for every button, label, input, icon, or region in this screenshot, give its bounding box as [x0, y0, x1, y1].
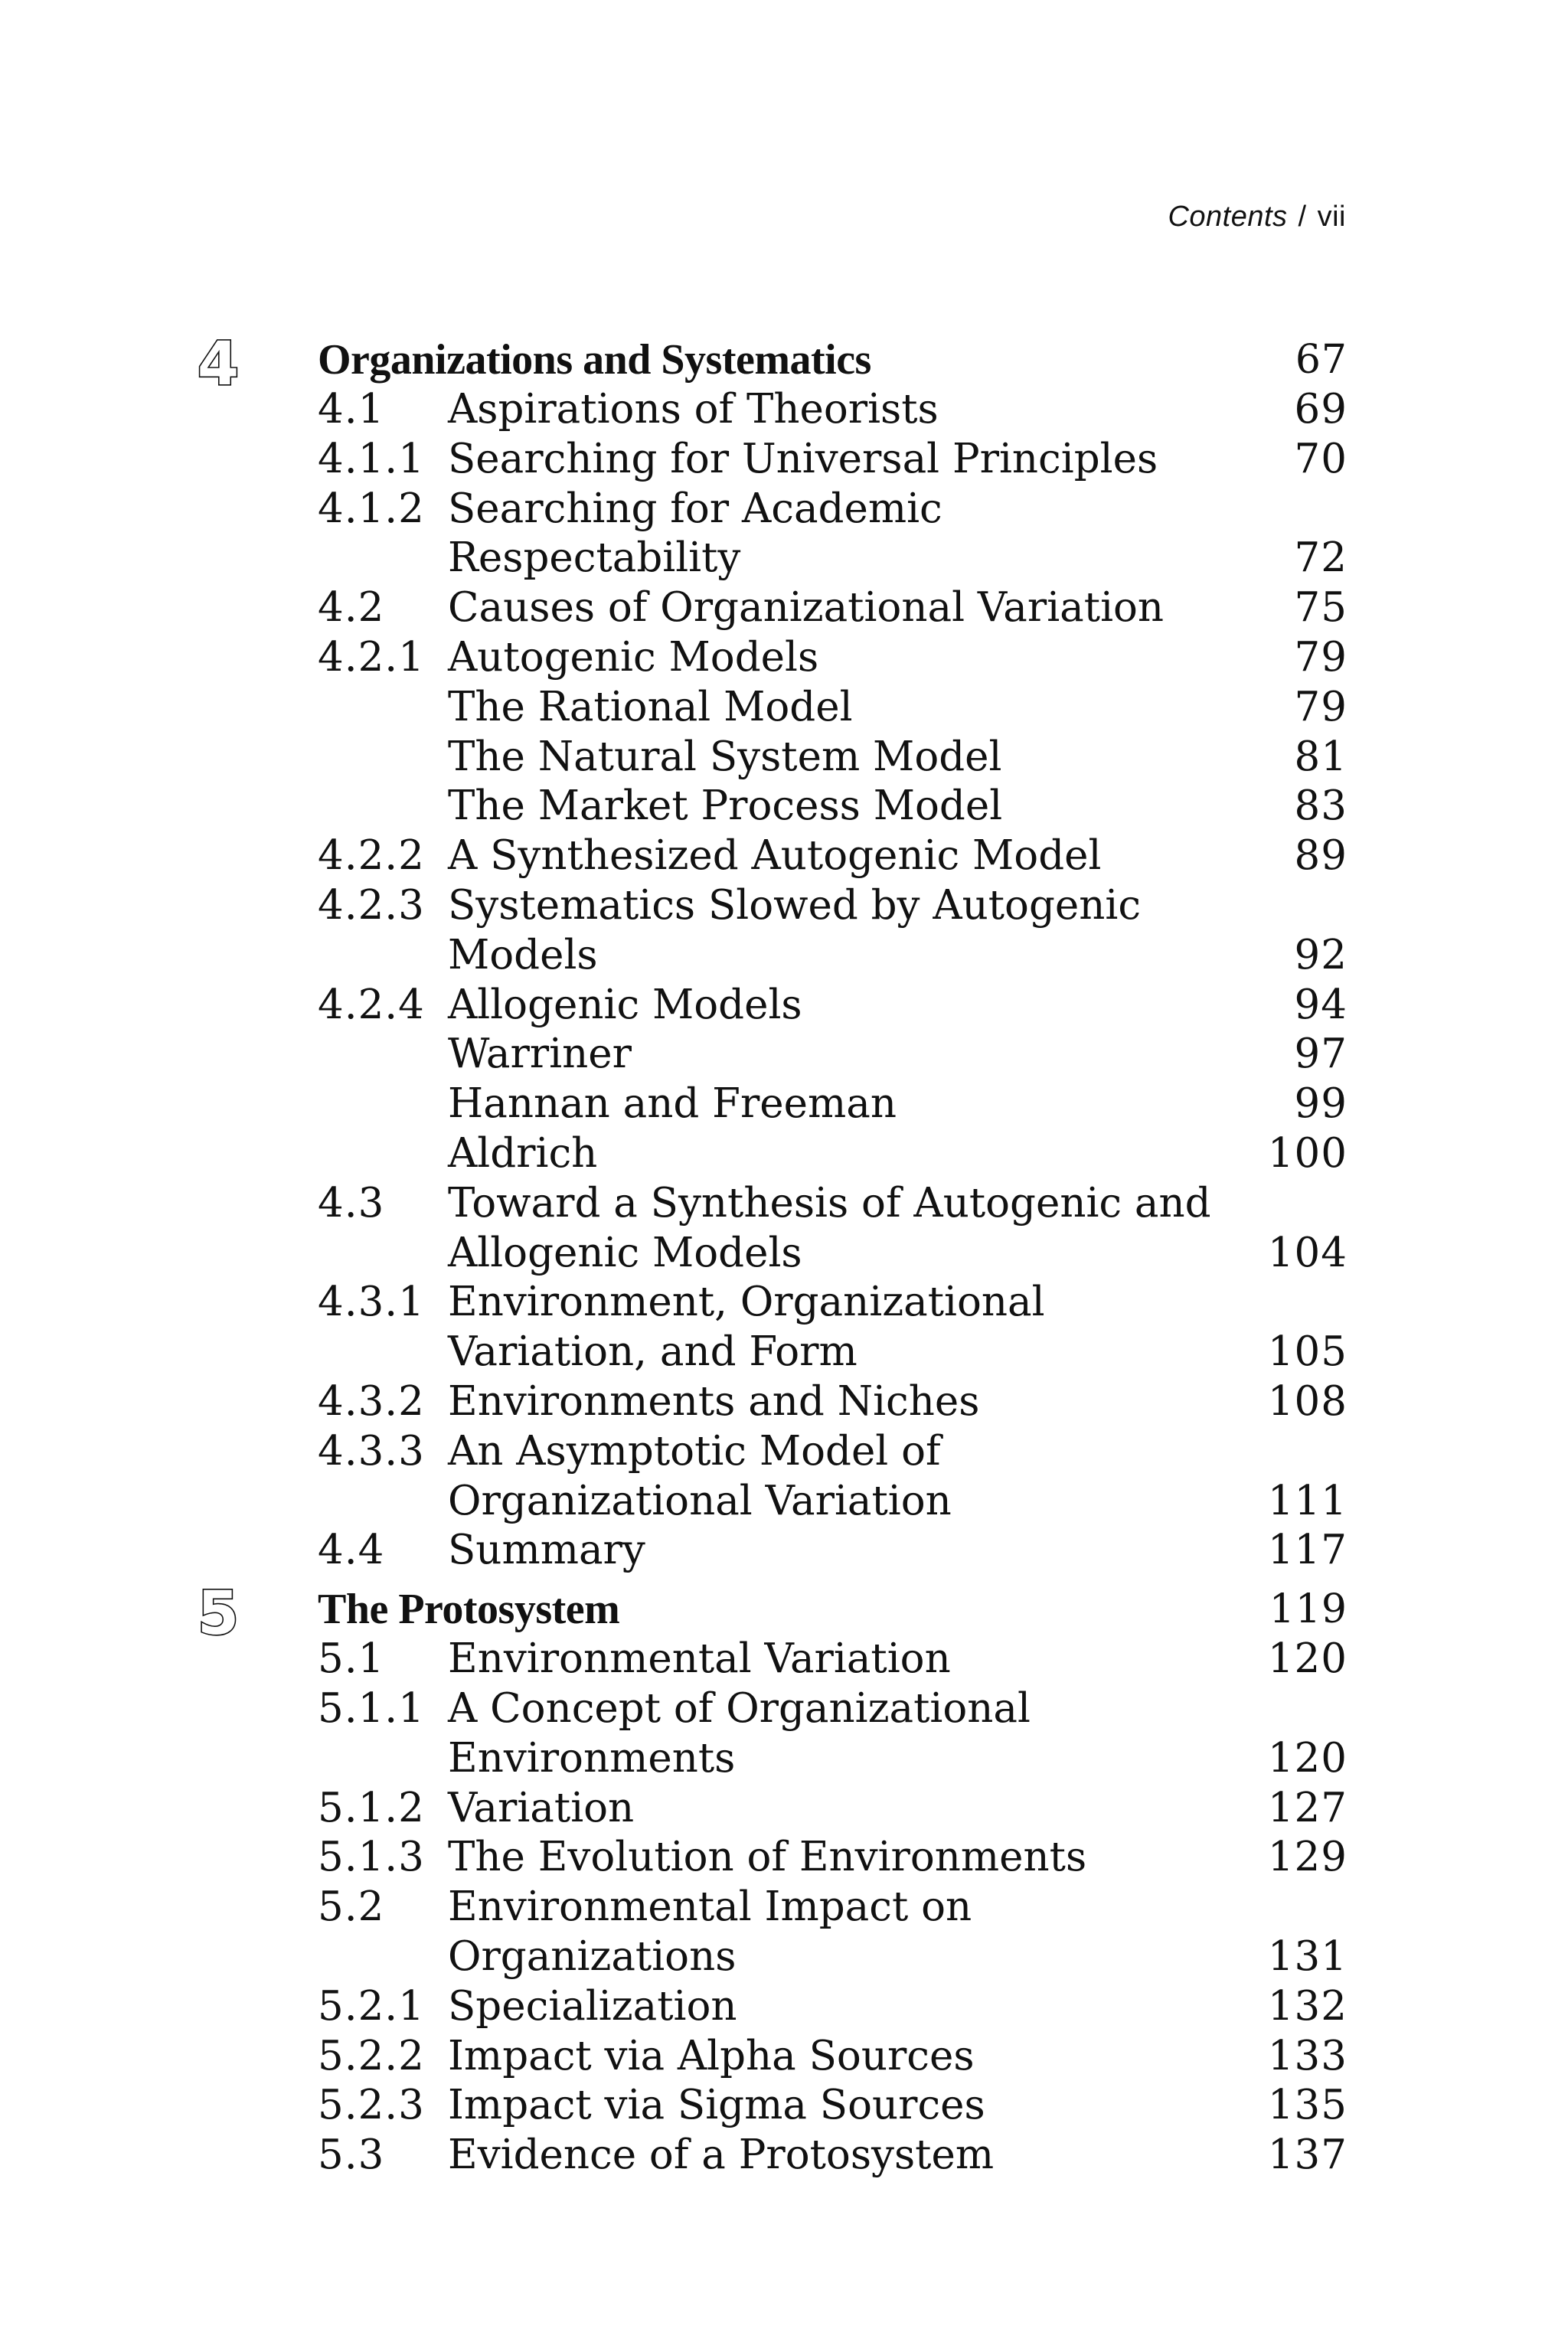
section-page-number: 111: [1267, 1477, 1348, 1524]
toc-entry: [318, 881, 1348, 981]
toc-entry: [318, 1377, 1348, 1427]
section-number: 5.2.1: [318, 1982, 425, 2030]
section-page-number: 94: [1294, 981, 1348, 1028]
section-number: 4.1.1: [318, 435, 425, 482]
section-page-number: 72: [1294, 534, 1348, 582]
toc-entry: [318, 1684, 1348, 1784]
section-page-number: 108: [1267, 1377, 1348, 1425]
toc-entry: [318, 1883, 1348, 1982]
section-page-number: 129: [1267, 1834, 1348, 1881]
section-number: 4.1: [318, 386, 385, 433]
section-title: Impact via Sigma Sources: [448, 2082, 985, 2129]
section-title: A Concept of Organizational Environments: [448, 1684, 1031, 1782]
section-page-number: 83: [1294, 782, 1348, 830]
section-page-number: 97: [1294, 1031, 1348, 1078]
chapter-number-icon: [188, 334, 249, 395]
section-page-number: 92: [1294, 931, 1348, 978]
toc-entry: [318, 583, 1348, 633]
section-number: 4.2.4: [318, 981, 425, 1028]
section-title: An Asymptotic Model of Organizational Variation: [448, 1427, 952, 1524]
toc-entry: [318, 981, 1348, 1031]
toc-entry: [318, 1179, 1348, 1279]
toc-entry: [318, 1526, 1348, 1576]
chapter-page-number: 119: [1269, 1586, 1348, 1633]
section-number: 5.2.3: [318, 2082, 425, 2129]
section-page-number: 117: [1267, 1527, 1348, 1574]
section-title: Environment, Organizational Variation, and Form: [448, 1279, 1045, 1376]
toc-entry: [318, 831, 1348, 881]
section-number: 4.2.2: [318, 832, 425, 880]
section-title: The Natural System Model: [448, 733, 1002, 780]
section-number: 4.3.2: [318, 1377, 425, 1425]
section-title: Searching for Academic Respectability: [448, 485, 942, 582]
running-head-page-number: vii: [1317, 201, 1346, 233]
section-page-number: 81: [1294, 733, 1348, 780]
toc-entry: [318, 1278, 1348, 1377]
section-page-number: 89: [1294, 832, 1348, 880]
running-head-title: Contents: [1168, 201, 1288, 233]
toc-entry: [318, 683, 1348, 733]
section-title: Variation: [448, 1784, 635, 1831]
section-page-number: 100: [1267, 1129, 1348, 1177]
section-number: 5.2.2: [318, 2032, 425, 2079]
section-number: 4.3: [318, 1179, 385, 1227]
section-title: Systematics Slowed by Autogenic Models: [448, 881, 1142, 978]
section-page-number: 137: [1267, 2132, 1348, 2179]
svg-text:4: 4: [197, 334, 240, 395]
section-title: Environmental Impact on Organizations: [448, 1883, 972, 1980]
table-of-contents: [197, 334, 1348, 2180]
section-title: Aldrich: [448, 1129, 598, 1177]
toc-entry: [318, 1030, 1348, 1080]
section-number: 5.1.3: [318, 1834, 425, 1881]
section-title: A Synthesized Autogenic Model: [448, 832, 1102, 880]
section-number: 5.1.1: [318, 1684, 425, 1732]
section-title: Autogenic Models: [448, 633, 819, 681]
section-page-number: 135: [1267, 2082, 1348, 2129]
toc-entry: [318, 1080, 1348, 1129]
section-number: 5.2: [318, 1883, 385, 1931]
toc-entry: [318, 2081, 1348, 2131]
section-page-number: 133: [1267, 2032, 1348, 2079]
section-number: 4.3.1: [318, 1279, 425, 1326]
toc-entry: [318, 385, 1348, 435]
section-page-number: 79: [1294, 683, 1348, 730]
section-title: Toward a Synthesis of Autogenic and Allogenic Models: [448, 1179, 1211, 1276]
section-title: Aspirations of Theorists: [448, 386, 939, 433]
section-number: 5.3: [318, 2132, 385, 2179]
section-title: Causes of Organizational Variation: [448, 584, 1165, 632]
section-title: Hannan and Freeman: [448, 1080, 897, 1128]
section-title: Specialization: [448, 1982, 737, 2030]
section-title: Environmental Variation: [448, 1635, 951, 1683]
chapter-heading: [318, 335, 1348, 385]
section-page-number: 120: [1267, 1635, 1348, 1683]
svg-text:5: 5: [197, 1583, 240, 1645]
section-page-number: 79: [1294, 633, 1348, 681]
section-title: Warriner: [448, 1031, 632, 1078]
toc-entry: [318, 1833, 1348, 1883]
chapter-number-icon: [188, 1583, 249, 1645]
section-title: Impact via Alpha Sources: [448, 2032, 975, 2079]
toc-entry: [318, 633, 1348, 683]
toc-entry: [318, 1635, 1348, 1684]
chapter-title: The Protosystem: [318, 1586, 620, 1634]
chapter-heading: [318, 1585, 1348, 1635]
section-title: The Rational Model: [448, 683, 853, 730]
running-head-separator: /: [1298, 201, 1307, 233]
toc-entry: [318, 435, 1348, 485]
chapter-number-glyph: [188, 1583, 249, 1645]
section-title: Evidence of a Protosystem: [448, 2132, 995, 2179]
section-number: 5.1.2: [318, 1784, 425, 1831]
toc-entry: [318, 485, 1348, 584]
section-page-number: 75: [1294, 584, 1348, 632]
running-head: [1168, 201, 1346, 234]
chapter-page-number: 67: [1295, 337, 1348, 383]
section-number: 4.1.2: [318, 485, 425, 532]
section-page-number: 132: [1267, 1982, 1348, 2030]
section-number: 4.2: [318, 584, 385, 632]
section-title: Allogenic Models: [448, 981, 802, 1028]
section-page-number: 131: [1267, 1932, 1348, 1980]
section-number: 4.2.1: [318, 633, 425, 681]
section-title: Environments and Niches: [448, 1377, 980, 1425]
section-title: The Market Process Model: [448, 782, 1003, 830]
section-title: Searching for Universal Principles: [448, 435, 1158, 482]
section-number: 4.4: [318, 1527, 385, 1574]
toc-entry: [318, 1129, 1348, 1179]
toc-entry: [318, 2032, 1348, 2082]
toc-entry: [318, 782, 1348, 831]
section-page-number: 104: [1267, 1229, 1348, 1276]
section-number: 5.1: [318, 1635, 385, 1683]
chapter-title: Organizations and Systematics: [318, 336, 871, 384]
section-page-number: 69: [1294, 386, 1348, 433]
section-page-number: 127: [1267, 1784, 1348, 1831]
section-page-number: 99: [1294, 1080, 1348, 1128]
toc-entry: [318, 1982, 1348, 2032]
toc-entry: [318, 1784, 1348, 1834]
toc-entry: [318, 1427, 1348, 1527]
chapter-number-glyph: [188, 334, 249, 395]
section-title: The Evolution of Environments: [448, 1834, 1087, 1881]
section-title: Summary: [448, 1527, 645, 1574]
section-page-number: 70: [1294, 435, 1348, 482]
section-number: 4.3.3: [318, 1427, 425, 1475]
toc-entry: [318, 733, 1348, 782]
section-page-number: 120: [1267, 1734, 1348, 1782]
toc-entry: [318, 2131, 1348, 2180]
chapter-block: [197, 334, 1348, 1576]
section-page-number: 105: [1267, 1328, 1348, 1376]
chapter-block: [197, 1583, 1348, 2180]
section-number: 4.2.3: [318, 881, 425, 929]
